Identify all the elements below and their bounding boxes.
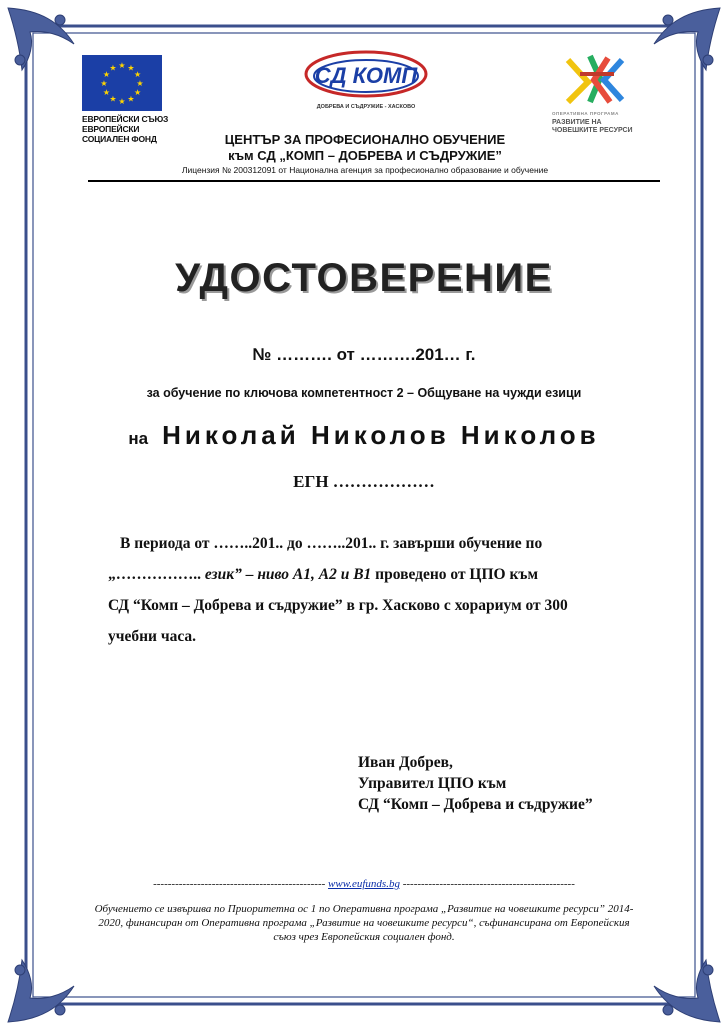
body-line-2 <box>108 559 624 590</box>
signature-block <box>358 752 678 815</box>
footer-dashes-right: ----------------------------------------------- <box>402 878 575 890</box>
eu-star-icon: ★ <box>127 63 135 73</box>
eu-text-line: ЕВРОПЕЙСКИ СЪЮЗ <box>82 114 169 124</box>
eu-text-line: ЕВРОПЕЙСКИ <box>82 124 140 134</box>
corner-ornament-top-right <box>654 8 720 70</box>
recipient-prefix: на <box>128 429 149 448</box>
footer-funding-note: Обучението се извършва по Приоритетна ос 1 по Оперативна програма „Развитие на човешките ресурси” 2014-2020, финансиран от Оперативна програма „Развитие на човешките ресурси“, съфинансирана от Европейския съюз чрез Европейския социален фонд. <box>94 903 634 943</box>
footer-dashes-left: ----------------------------------------------- <box>153 878 326 890</box>
eu-star-icon: ★ <box>102 70 110 79</box>
language-level: език” – ниво А1, А2 и В1 <box>204 566 372 583</box>
corner-ornament-bottom-left <box>8 960 74 1022</box>
eu-text-line: СОЦИАЛЕН ФОНД <box>82 134 157 144</box>
op-hrd-logo <box>560 52 630 106</box>
eu-star-icon: ★ <box>134 70 142 79</box>
body-line-1: В периода от ……..201.. до ……..201.. г. завърши обучение по <box>120 535 543 552</box>
egn-line: ЕГН ……………… <box>293 472 435 491</box>
training-center-heading <box>150 132 580 164</box>
eu-star-icon: ★ <box>109 94 117 104</box>
sd-logo-wordmark: СД КОМП <box>314 63 418 88</box>
eu-star-icon: ★ <box>118 97 126 106</box>
eu-star-icon: ★ <box>102 88 110 97</box>
eu-star-icon: ★ <box>109 63 117 73</box>
eu-star-icon: ★ <box>100 79 108 88</box>
certificate-body <box>108 528 624 652</box>
recipient-line <box>80 420 648 451</box>
signer-name: Иван Добрев, <box>358 754 453 771</box>
op-text-small: ОПЕРАТИВНА ПРОГРАМА <box>552 111 619 116</box>
certificate-number: № ………. от ……….201… г. <box>252 345 476 364</box>
body-line-2-rest: проведено от ЦПО към <box>371 566 538 583</box>
body-line-4: учебни часа. <box>108 628 197 645</box>
eu-star-icon: ★ <box>118 61 126 70</box>
eu-flag-logo <box>82 55 162 111</box>
certificate-title: УДОСТОВЕРЕНИЕ <box>175 256 553 300</box>
op-text-line: ЧОВЕШКИТЕ РЕСУРСИ <box>552 127 633 134</box>
eu-star-icon: ★ <box>136 79 144 88</box>
body-line-3: СД “Комп – Добрева и съдружие” в гр. Хасково с хорариум от 300 <box>108 597 568 614</box>
license-line: Лицензия № 200312091 от Национална агенция за професионално образование и обучение <box>181 165 549 175</box>
course-description: за обучение по ключова компетентност 2 – Общуване на чужди езици <box>146 386 582 400</box>
signer-position: Управител ЦПО към <box>358 775 507 792</box>
language-placeholder: „…………….. <box>108 566 205 583</box>
center-title-line1: ЦЕНТЪР ЗА ПРОФЕСИОНАЛНО ОБУЧЕНИЕ <box>224 132 506 147</box>
footer-url-line <box>88 878 640 890</box>
corner-ornament-top-left <box>8 8 74 70</box>
op-text-line: РАЗВИТИЕ НА <box>552 118 602 126</box>
header-divider <box>88 180 660 182</box>
center-title-line2: към СД „КОМП – ДОБРЕВА И СЪДРУЖИЕ” <box>228 148 502 163</box>
eu-star-icon: ★ <box>127 94 135 104</box>
signer-organization: СД “Комп – Добрева и съдружие” <box>358 796 593 813</box>
sd-logo-subtitle: ДОБРЕВА И СЪДРУЖИЕ - ХАСКОВО <box>316 104 416 110</box>
corner-ornament-bottom-right <box>654 960 720 1022</box>
eu-star-icon: ★ <box>134 88 142 97</box>
recipient-name: Николай Николов Николов <box>162 420 600 450</box>
eufunds-link[interactable]: www.eufunds.bg <box>328 878 400 890</box>
